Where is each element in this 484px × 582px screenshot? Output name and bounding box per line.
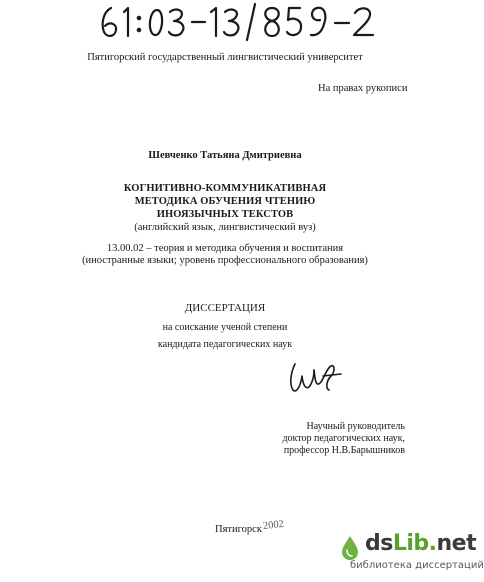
author-name: Шевченко Татьяна Дмитриевна — [148, 150, 302, 161]
title-subtitle: (английский язык, лингвистический вуз) — [134, 222, 316, 233]
rights-note: На правах рукописи — [318, 83, 408, 94]
title-line: КОГНИТИВНО-КОММУНИКАТИВНАЯ — [123, 183, 327, 194]
title-line: ИНОЯЗЫЧНЫХ ТЕКСТОВ — [156, 209, 294, 220]
supervisor-degree: доктор педагогических наук, — [282, 433, 405, 444]
logo-net: net — [436, 531, 477, 556]
degree-line: на соискание ученой степени — [162, 322, 288, 333]
handwritten-signature — [285, 358, 345, 398]
logo-dot: . — [428, 531, 437, 556]
supervisor-role: Научный руководитель — [306, 421, 405, 432]
supervisor-name: профессор Н.В.Барышников — [283, 445, 405, 456]
handwritten-call-number — [97, 2, 397, 42]
logo-lib: Lib — [392, 531, 429, 556]
watermark-tagline: библиотека диссертаций — [350, 560, 484, 571]
title-line: МЕТОДИКА ОБУЧЕНИЯ ЧТЕНИЮ — [134, 196, 316, 207]
year: 2002 — [262, 518, 285, 532]
dslib-watermark — [325, 527, 484, 582]
city: Пятигорск — [215, 524, 262, 535]
work-type: ДИССЕРТАЦИЯ — [184, 302, 266, 314]
degree-line: кандидата педагогических наук — [157, 339, 293, 350]
drop-icon — [339, 535, 361, 561]
logo-ds: ds — [365, 531, 393, 556]
watermark-logo — [365, 531, 476, 556]
specialty-detail: (иностранные языки; уровень профессионального образования) — [82, 255, 368, 266]
specialty-code: 13.00.02 – теория и методика обучения и воспитания — [106, 243, 344, 254]
university-name: Пятигорский государственный лингвистический университет — [87, 52, 363, 63]
